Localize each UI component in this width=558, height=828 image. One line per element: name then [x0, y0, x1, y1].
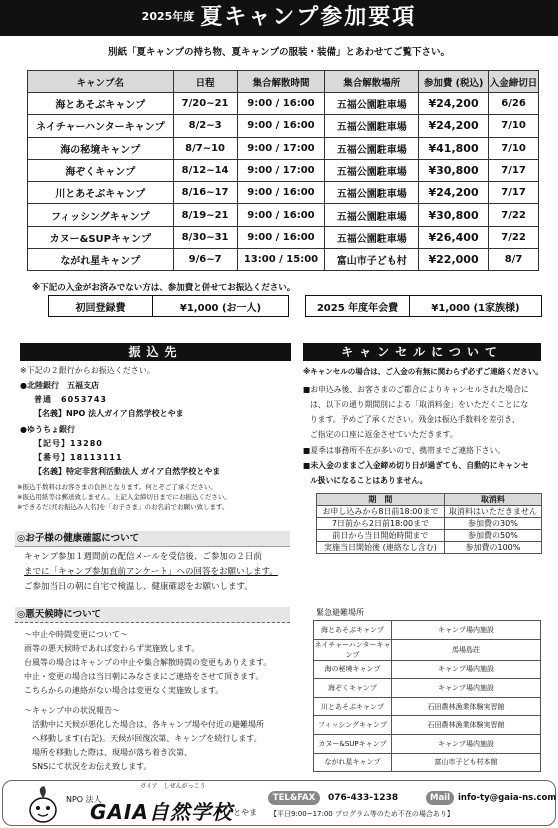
evacuation-title: 緊急避難場所	[316, 608, 364, 617]
cancel-para-1d: ご指定の口座に返金させていただきます。	[310, 430, 458, 439]
tel-label: TEL&FAX	[268, 791, 320, 805]
table-cell: 海とあそぶキャンプ	[314, 621, 392, 640]
table-cell: 前日から当日開始時間まで	[317, 530, 445, 542]
table-cell: ¥24,200	[419, 93, 489, 115]
page-title: 夏キャンプ参加要項	[200, 5, 417, 30]
table-cell: ネイチャーハンターキャンプ	[28, 115, 174, 137]
mail-address: info-ty@gaia-ns.com	[458, 793, 557, 803]
table-cell: 海ぞくキャンプ	[314, 679, 392, 698]
table-row	[314, 753, 541, 772]
table-cell: 7/22	[489, 204, 539, 226]
table-cell: ¥24,200	[419, 115, 489, 137]
transfer-note-2: ※振込用紙等は郵送致しません。上記入金締切日までにお振込ください。	[17, 493, 231, 501]
col-header: 日程	[173, 71, 237, 93]
table-cell: 五福公園駐車場	[325, 159, 419, 181]
col-header: 入金締切日	[489, 71, 539, 93]
tel-number: 076-433-1238	[328, 793, 399, 803]
table-cell: 13:00 / 15:00	[237, 249, 325, 271]
weather-line-4: こちらからの連絡がない場合は変更なく実施致します。	[24, 686, 224, 695]
table-row	[28, 182, 539, 204]
table-cell: 7/17	[489, 182, 539, 204]
weather-section-title: ◎悪天候時について	[15, 607, 290, 623]
col-header: キャンプ名	[28, 71, 174, 93]
transfer-note-3: ※できるだけ[お振込み人名]を「お子さま」のお名前でお願い致します。	[17, 503, 229, 511]
cancel-section-title: キャンセルについて	[303, 343, 541, 361]
table-cell: 五福公園駐車場	[325, 115, 419, 137]
table-cell: 富山市子ども村	[325, 249, 419, 271]
table-row	[314, 716, 541, 735]
weather-line-5: 活動中に天候が悪化した場合は、各キャンプ場や付近の避難場所	[32, 720, 264, 729]
table-cell: ¥22,000	[419, 249, 489, 271]
table-row	[314, 639, 541, 660]
table-cell: 実施当日開始後 (連絡なし含む)	[317, 542, 445, 554]
table-row	[314, 679, 541, 698]
table-cell: 石田農林漁業体験実習館	[392, 716, 541, 735]
health-line-3: ご参加当日の朝に自宅で検温し、健康確認をお願いします。	[24, 582, 253, 592]
table-row	[28, 115, 539, 137]
table-row	[28, 204, 539, 226]
table-cell: 8/30~31	[173, 226, 237, 248]
mail-label: Mail	[426, 791, 454, 805]
table-cell: 9:00 / 16:00	[237, 204, 325, 226]
weather-line-6: へ移動します(右記)。天候が回復次第、キャンプを続行します。	[32, 734, 262, 743]
table-cell: 五福公園駐車場	[325, 182, 419, 204]
table-cell: 五福公園駐車場	[325, 137, 419, 159]
col-header: 集合解散場所	[325, 71, 419, 93]
table-cell: キャンプ場内施設	[392, 621, 541, 640]
table-cell: 石田農林漁業体験実習館	[392, 697, 541, 716]
bank1-name: ●北陸銀行 五福支店	[20, 381, 99, 390]
registration-fee-label: 初回登録費	[49, 296, 153, 316]
table-cell: キャンプ場内施設	[392, 679, 541, 698]
table-cell: お申し込みから8日前18:00まで	[317, 506, 445, 518]
bank2-code: 【記号】13280	[34, 439, 103, 448]
bank2-holder: 【名義】特定非営利活動法人 ガイア自然学校とやま	[34, 467, 221, 476]
table-cell: ¥41,800	[419, 137, 489, 159]
annual-fee-value: ¥1,000 (1家族様)	[431, 302, 520, 314]
table-cell: 7/10	[489, 115, 539, 137]
table-cell: 8/7~10	[173, 137, 237, 159]
bank2-number: 【番号】18113111	[34, 453, 123, 462]
table-cell: ながれ星キャンプ	[314, 753, 392, 772]
col-header: 取消料	[444, 494, 541, 506]
annual-fee-box	[305, 295, 542, 317]
table-header-row	[28, 71, 539, 93]
weather-line-2: 台風等の場合はキャンプの中止や集合解散時間の変更もありえます。	[24, 658, 272, 667]
table-cell: ネイチャーハンターキャンプ	[314, 640, 391, 659]
health-line-2: までに「キャンプ参加直前アンケート」への回答をお願いします。	[24, 567, 278, 577]
table-row	[314, 734, 541, 753]
table-cell: ¥30,800	[419, 204, 489, 226]
table-row	[28, 137, 539, 159]
table-cell: ¥24,200	[419, 182, 489, 204]
table-cell: 海の秘境キャンプ	[314, 660, 392, 679]
table-cell: 五福公園駐車場	[325, 204, 419, 226]
table-row	[314, 697, 541, 716]
table-row	[28, 226, 539, 248]
col-header: 期 間	[317, 494, 445, 506]
weather-sub-1: 〜中止や時間変更について〜	[24, 630, 128, 639]
org-ruby: ガイア しぜんがっこう	[140, 783, 206, 790]
table-row	[28, 249, 539, 271]
bank1-holder: 【名義】NPO 法人ガイア自然学校とやま	[34, 409, 184, 418]
weather-line-7: 場所を移動した際は、現場が落ち着き次第、	[32, 748, 192, 757]
table-row	[314, 660, 541, 679]
table-cell: 8/19~21	[173, 204, 237, 226]
org-suffix: とやま	[233, 808, 257, 817]
camp-schedule-table	[27, 70, 539, 271]
table-row	[28, 93, 539, 115]
table-row	[28, 159, 539, 181]
table-row	[317, 530, 542, 542]
table-cell: カヌー&SUPキャンプ	[314, 734, 392, 753]
health-line-1: キャンプ参加１週間前の配信メールを受信後、ご参加の２日前	[24, 552, 262, 562]
fee-note: ※下記の入金がお済みでない方は、参加費と併せてお振込ください。	[32, 283, 296, 293]
mascot-icon	[22, 784, 64, 824]
table-cell: 五福公園駐車場	[325, 226, 419, 248]
cancel-para-1c: ります。予めご了承ください。残金は振込手数料を差引き、	[310, 415, 520, 424]
gaia-logo: GAIA自然学校	[90, 800, 233, 824]
table-cell: 海ぞくキャンプ	[28, 159, 174, 181]
table-cell: ながれ星キャンプ	[28, 249, 174, 271]
transfer-note-1: ※振込手数料はお客さまの負担となります。何とぞご了承ください。	[17, 483, 217, 491]
table-cell: 取消料はいただきません	[444, 506, 541, 518]
table-cell: 川とあそぶキャンプ	[314, 697, 392, 716]
col-header: 集合解散時間	[237, 71, 325, 93]
table-cell: ¥26,400	[419, 226, 489, 248]
table-cell: フィッシングキャンプ	[28, 204, 174, 226]
table-cell: フィッシングキャンプ	[314, 716, 392, 735]
table-cell: 8/2~3	[173, 115, 237, 137]
cancel-para-1a: ■お申込み後、お客さまのご都合によりキャンセルされた場合に	[303, 385, 529, 394]
table-cell: 馬場島荘	[392, 639, 541, 660]
table-cell: 7/22	[489, 226, 539, 248]
col-header: 参加費 (税込)	[419, 71, 489, 93]
table-cell: 9:00 / 16:00	[237, 182, 325, 204]
bank1-account: 普通 6053743	[34, 395, 107, 404]
table-cell: 9:00 / 16:00	[237, 226, 325, 248]
table-row	[317, 506, 542, 518]
health-section-title: ◎お子様の健康確認について	[15, 531, 290, 547]
table-cell: 7日前から2日前18:00まで	[317, 518, 445, 530]
table-row	[314, 621, 541, 640]
table-cell: 7/10	[489, 137, 539, 159]
registration-fee-box	[48, 295, 289, 317]
table-cell: 参加費の100%	[444, 542, 541, 554]
table-cell: 7/17	[489, 159, 539, 181]
table-cell: 9:00 / 17:00	[237, 159, 325, 181]
table-cell: 9:00 / 17:00	[237, 137, 325, 159]
weather-line-3: 中止・変更の場合は当日朝にみなさまにご連絡をさせて頂きます。	[24, 672, 264, 681]
evacuation-table	[313, 620, 541, 772]
table-cell: 8/16~17	[173, 182, 237, 204]
registration-fee-value: ¥1,000 (お一人)	[179, 302, 262, 314]
annual-fee-label: 2025 年度年会費	[306, 296, 410, 316]
table-cell: 8/12~14	[173, 159, 237, 181]
org-prefix: NPO 法人	[66, 795, 102, 804]
table-cell: 参加費の50%	[444, 530, 541, 542]
table-cell: 富山市子ども村本館	[392, 753, 541, 772]
table-cell: キャンプ場内施設	[392, 660, 541, 679]
table-cell: 8/7	[489, 249, 539, 271]
bank2-name: ●ゆうちょ銀行	[20, 425, 75, 434]
table-row	[317, 542, 542, 554]
table-cell: 五福公園駐車場	[325, 93, 419, 115]
table-cell: 9/6~7	[173, 249, 237, 271]
cancel-para-1b: は、以下の通り期間別による「取消料金」をいただくことにな	[310, 400, 529, 409]
table-cell: 川とあそぶキャンプ	[28, 182, 174, 204]
subtitle: 別紙「夏キャンプの持ち物、夏キャンプの服装・装備」とあわせてご覧下さい。	[107, 47, 450, 58]
transfer-section-title: 振込先	[20, 343, 291, 361]
table-cell: 7/20~21	[173, 93, 237, 115]
cancel-para-2: ■夏季は事務所不在が多いので、携帯までご連絡下さい。	[303, 446, 506, 455]
table-cell: ¥30,800	[419, 159, 489, 181]
cancellation-fee-table	[316, 493, 542, 554]
table-cell: 6/26	[489, 93, 539, 115]
transfer-intro: ※下記の２銀行からお振込ください。	[20, 366, 155, 375]
page-header	[0, 0, 558, 36]
weather-line-1: 雨等の悪天候時であれば変わらず実施致します。	[24, 644, 200, 653]
weather-sub-2: 〜キャンプ中の状況報告〜	[24, 706, 120, 715]
table-cell: 参加費の30%	[444, 518, 541, 530]
table-cell: キャンプ場内施設	[392, 734, 541, 753]
table-cell: 9:00 / 16:00	[237, 115, 325, 137]
cancel-intro: ※キャンセルの場合は、ご入金の有無に関わらず必ずご連絡ください。	[303, 367, 543, 376]
office-hours: 【平日9:00~17:00 プログラム等のため不在の場合あり】	[270, 810, 454, 818]
table-cell: 海とあそぶキャンプ	[28, 93, 174, 115]
cancel-para-3b: ル扱いになることはありません。	[310, 476, 428, 485]
cancel-para-3a: ■未入金のままご入金締め切り日が過ぎても、自動的にキャンセ	[303, 461, 529, 470]
table-cell: 9:00 / 16:00	[237, 93, 325, 115]
weather-line-8: SNSにて状況をお伝え致します。	[32, 762, 152, 771]
table-row	[317, 518, 542, 530]
table-cell: 海の秘境キャンプ	[28, 137, 174, 159]
header-year: 2025年度	[141, 10, 195, 23]
table-cell: カヌー&SUPキャンプ	[28, 226, 174, 248]
